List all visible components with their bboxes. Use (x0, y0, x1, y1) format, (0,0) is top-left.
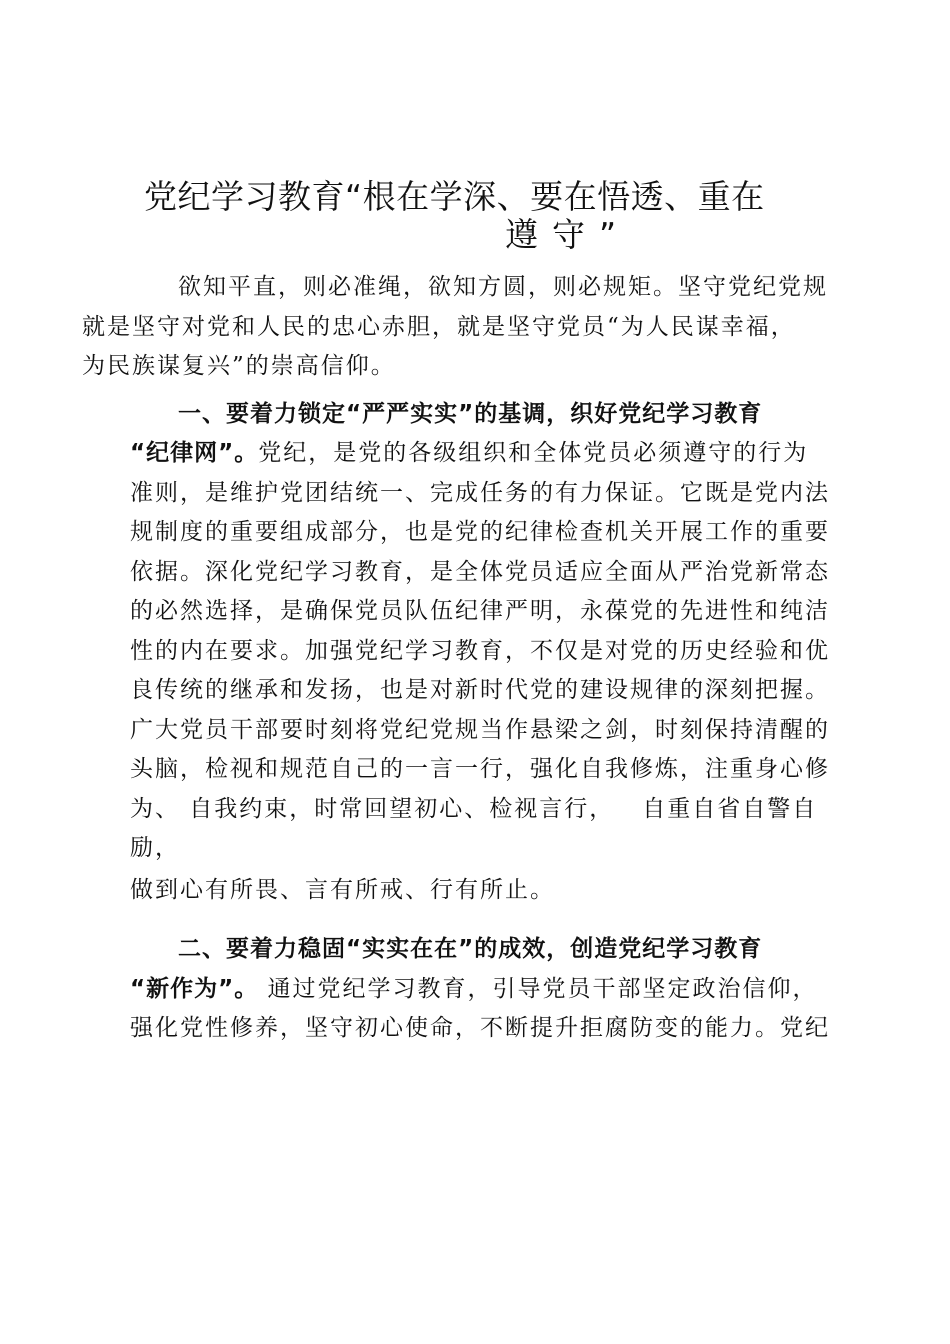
section-1-line: 性的内在要求。加强党纪学习教育，不仅是对党的历史经验和优 (130, 637, 830, 664)
section-2-heading-tail: “新作为”。 (130, 975, 259, 1002)
section-1-line: 良传统的继承和发扬，也是对新时代党的建设规律的深刻把握。 (130, 677, 830, 703)
section-1-line: 广大党员干部要时刻将党纪党规当作悬梁之剑，时刻保持清醒的 (130, 716, 830, 743)
section-2-paragraph (130, 930, 842, 1049)
section-2-heading: 二、要着力稳固“实实在在”的成效，创造党纪学习教育 (178, 936, 763, 962)
section-2-line: 强化党性修养，坚守初心使命，不断提升拒腐防变的能力。党纪 (130, 1015, 830, 1041)
section-1-heading-tail: “纪律网”。 (130, 440, 259, 466)
section-2-line: 通过党纪学习教育，引导党员干部坚定政治信仰， (258, 975, 818, 1002)
section-1-line: 的必然选择，是确保党员队伍纪律严明，永葆党的先进性和纯洁 (130, 598, 830, 624)
document-body (82, 268, 842, 1049)
title-line-2: 遵守” (505, 215, 631, 254)
title-line-1: 党纪学习教育“根在学深、要在悟透、重在 (144, 177, 765, 216)
section-1-line: 依据。深化党纪学习教育，是全体党员适应全面从严治党新常态 (130, 558, 830, 585)
section-1-paragraph (130, 395, 842, 911)
section-1-line: 规制度的重要组成部分，也是党的纪律检查机关开展工作的重要 (130, 519, 830, 545)
section-1-line: 励， (130, 835, 180, 861)
intro-line: 就是坚守对党和人民的忠心赤胆，就是坚守党员“为人民谋幸福， (82, 313, 796, 340)
section-1-line: 做到心有所畏、言有所戒、行有所止。 (130, 876, 555, 903)
intro-paragraph (82, 268, 842, 387)
section-1-line: 头脑，检视和规范自己的一言一行，强化自我修炼，注重身心修 (130, 756, 830, 782)
section-1-line: 党纪，是党的各级组织和全体党员必须遵守的行为 (258, 440, 809, 466)
intro-line: 欲知平直，则必准绳，欲知方圆，则必规矩。坚守党纪党规 (178, 274, 828, 300)
section-1-line: 准则，是维护党团结统一、完成任务的有力保证。它既是党内法 (130, 479, 830, 506)
section-1-heading: 一、要着力锁定“严严实实”的基调，织好党纪学习教育 (178, 400, 763, 427)
section-1-line: 为、 自我约束，时常回望初心、检视言行， 自重自省自警自 (130, 795, 818, 822)
document-title (130, 178, 850, 254)
intro-line: 为民族谋复兴”的崇高信仰。 (82, 353, 396, 379)
